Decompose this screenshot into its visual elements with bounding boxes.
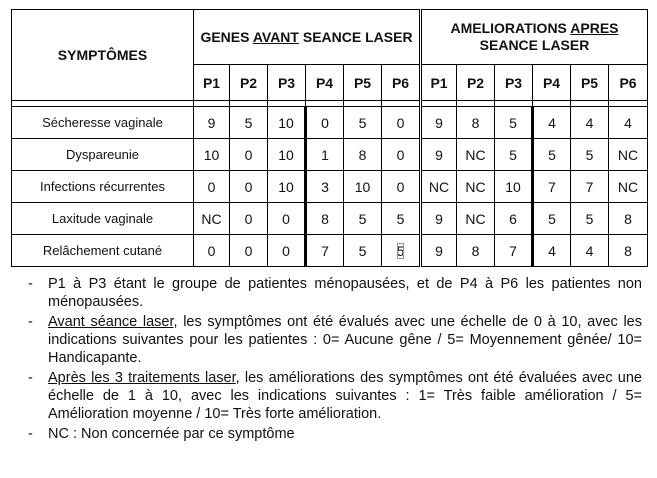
after-value-p5: 5	[571, 139, 609, 171]
before-value-p4: 8	[306, 203, 344, 235]
before-value-p3: 10	[268, 139, 306, 171]
header-group-before	[194, 10, 421, 65]
before-value-p4: 1	[306, 139, 344, 171]
after-value-p3: 7	[495, 235, 533, 267]
table-row	[12, 107, 648, 139]
after-value-p4: 5	[533, 139, 571, 171]
after-value-p5: 7	[571, 171, 609, 203]
note-underlined: Après les 3 traitements laser	[48, 370, 236, 386]
after-value-p1: 9	[421, 139, 457, 171]
after-value-p2: NC	[457, 139, 495, 171]
note-text: NC : Non concernée par ce symptôme	[48, 426, 295, 442]
header-after-p6: P6	[609, 65, 648, 101]
note-3	[28, 369, 642, 423]
group-after-suffix: SEANCE LASER	[479, 37, 590, 53]
after-value-p2: 8	[457, 107, 495, 139]
after-value-p4: 7	[533, 171, 571, 203]
table-row	[12, 171, 648, 203]
group-after-prefix: AMELIORATIONS	[450, 20, 571, 36]
after-value-p5: 4	[571, 235, 609, 267]
header-after-p2: P2	[457, 65, 495, 101]
group-before-suffix: SEANCE LASER	[298, 28, 413, 45]
before-value-p2: 5	[230, 107, 268, 139]
note-4	[28, 425, 642, 443]
before-value-p5: 5	[344, 107, 382, 139]
header-after-p5: P5	[571, 65, 609, 101]
before-value-p6: 0	[382, 139, 421, 171]
after-value-p3: 5	[495, 139, 533, 171]
after-value-p2: 8	[457, 235, 495, 267]
before-value-p5: 10	[344, 171, 382, 203]
symptom-cell: Laxitude vaginale	[12, 203, 194, 235]
symptom-cell: Dyspareunie	[12, 139, 194, 171]
before-value-p1: 9	[194, 107, 230, 139]
before-value-p6: 0	[382, 107, 421, 139]
before-value-p2: 0	[230, 235, 268, 267]
before-value-p3: 0	[268, 235, 306, 267]
after-value-p4: 4	[533, 235, 571, 267]
after-value-p6: 4	[609, 107, 648, 139]
group-before-underlined: AVANT	[252, 28, 299, 45]
header-after-p3: P3	[495, 65, 533, 101]
before-value-p2: 0	[230, 171, 268, 203]
after-value-p3: 10	[495, 171, 533, 203]
header-before-p2: P2	[230, 65, 268, 101]
header-before-p5: P5	[344, 65, 382, 101]
after-value-p6: NC	[609, 139, 648, 171]
after-value-p1: 9	[421, 203, 457, 235]
after-value-p6: NC	[609, 171, 648, 203]
after-value-p5: 5	[571, 203, 609, 235]
highlighted-value: 5	[396, 242, 405, 259]
symptom-cell: Sécheresse vaginale	[12, 107, 194, 139]
after-value-p2: NC	[457, 203, 495, 235]
footnotes	[28, 275, 642, 445]
before-value-p3: 10	[268, 171, 306, 203]
after-value-p6: 8	[609, 203, 648, 235]
group-after-underlined: APRES	[570, 20, 619, 36]
note-2	[28, 313, 642, 367]
before-value-p1: NC	[194, 203, 230, 235]
header-after-p1: P1	[421, 65, 457, 101]
after-value-p5: 4	[571, 107, 609, 139]
note-text: , les améliorations des symptômes ont été évaluées avec une échelle de 1 à 10, avec les indications suivantes : 1= Très faible amélioration / 5= Amélioration moyenne / 10= Très forte amélioration.	[48, 370, 642, 422]
symptom-cell: Infections récurrentes	[12, 171, 194, 203]
header-group-after	[421, 10, 648, 65]
header-after-p4: P4	[533, 65, 571, 101]
before-value-p4: 0	[306, 107, 344, 139]
header-before-p3: P3	[268, 65, 306, 101]
group-before-prefix: GENES	[200, 28, 253, 45]
header-before-p6: P6	[382, 65, 421, 101]
after-value-p1: NC	[421, 171, 457, 203]
note-dash: -	[28, 314, 33, 330]
table-row	[12, 203, 648, 235]
before-value-p5: 5	[344, 203, 382, 235]
before-value-p5: 5	[344, 235, 382, 267]
after-value-p2: NC	[457, 171, 495, 203]
before-value-p6	[382, 235, 421, 267]
note-dash: -	[28, 370, 33, 386]
after-value-p1: 9	[421, 235, 457, 267]
note-text: P1 à P3 étant le groupe de patientes ménopausées, et de P4 à P6 les patientes non ménopausées.	[48, 276, 642, 310]
results-table-container	[11, 9, 645, 267]
before-value-p3: 0	[268, 203, 306, 235]
after-value-p4: 5	[533, 203, 571, 235]
before-value-p2: 0	[230, 139, 268, 171]
note-1	[28, 275, 642, 311]
after-value-p6: 8	[609, 235, 648, 267]
header-symptomes: SYMPTÔMES	[12, 10, 194, 101]
before-value-p1: 0	[194, 235, 230, 267]
before-value-p6: 0	[382, 171, 421, 203]
symptom-cell: Relâchement cutané	[12, 235, 194, 267]
header-before-p1: P1	[194, 65, 230, 101]
table-row	[12, 139, 648, 171]
before-value-p1: 0	[194, 171, 230, 203]
after-value-p3: 5	[495, 107, 533, 139]
note-dash: -	[28, 276, 33, 292]
note-underlined: Avant séance laser	[48, 314, 174, 330]
table-body	[12, 107, 648, 267]
before-value-p4: 7	[306, 235, 344, 267]
note-text: , les symptômes ont été évalués avec une échelle de 0 à 10, avec les indications suivantes pour les patientes : 0= Aucune gêne / 5= Moyennement gênée/ 10= Handicapante.	[48, 314, 642, 366]
table-row	[12, 235, 648, 267]
before-value-p6: 5	[382, 203, 421, 235]
after-value-p3: 6	[495, 203, 533, 235]
note-dash: -	[28, 426, 33, 442]
header-before-p4: P4	[306, 65, 344, 101]
after-value-p4: 4	[533, 107, 571, 139]
results-table	[11, 9, 648, 267]
before-value-p5: 8	[344, 139, 382, 171]
before-value-p2: 0	[230, 203, 268, 235]
before-value-p4: 3	[306, 171, 344, 203]
before-value-p1: 10	[194, 139, 230, 171]
header-row-groups	[12, 10, 648, 65]
after-value-p1: 9	[421, 107, 457, 139]
before-value-p3: 10	[268, 107, 306, 139]
